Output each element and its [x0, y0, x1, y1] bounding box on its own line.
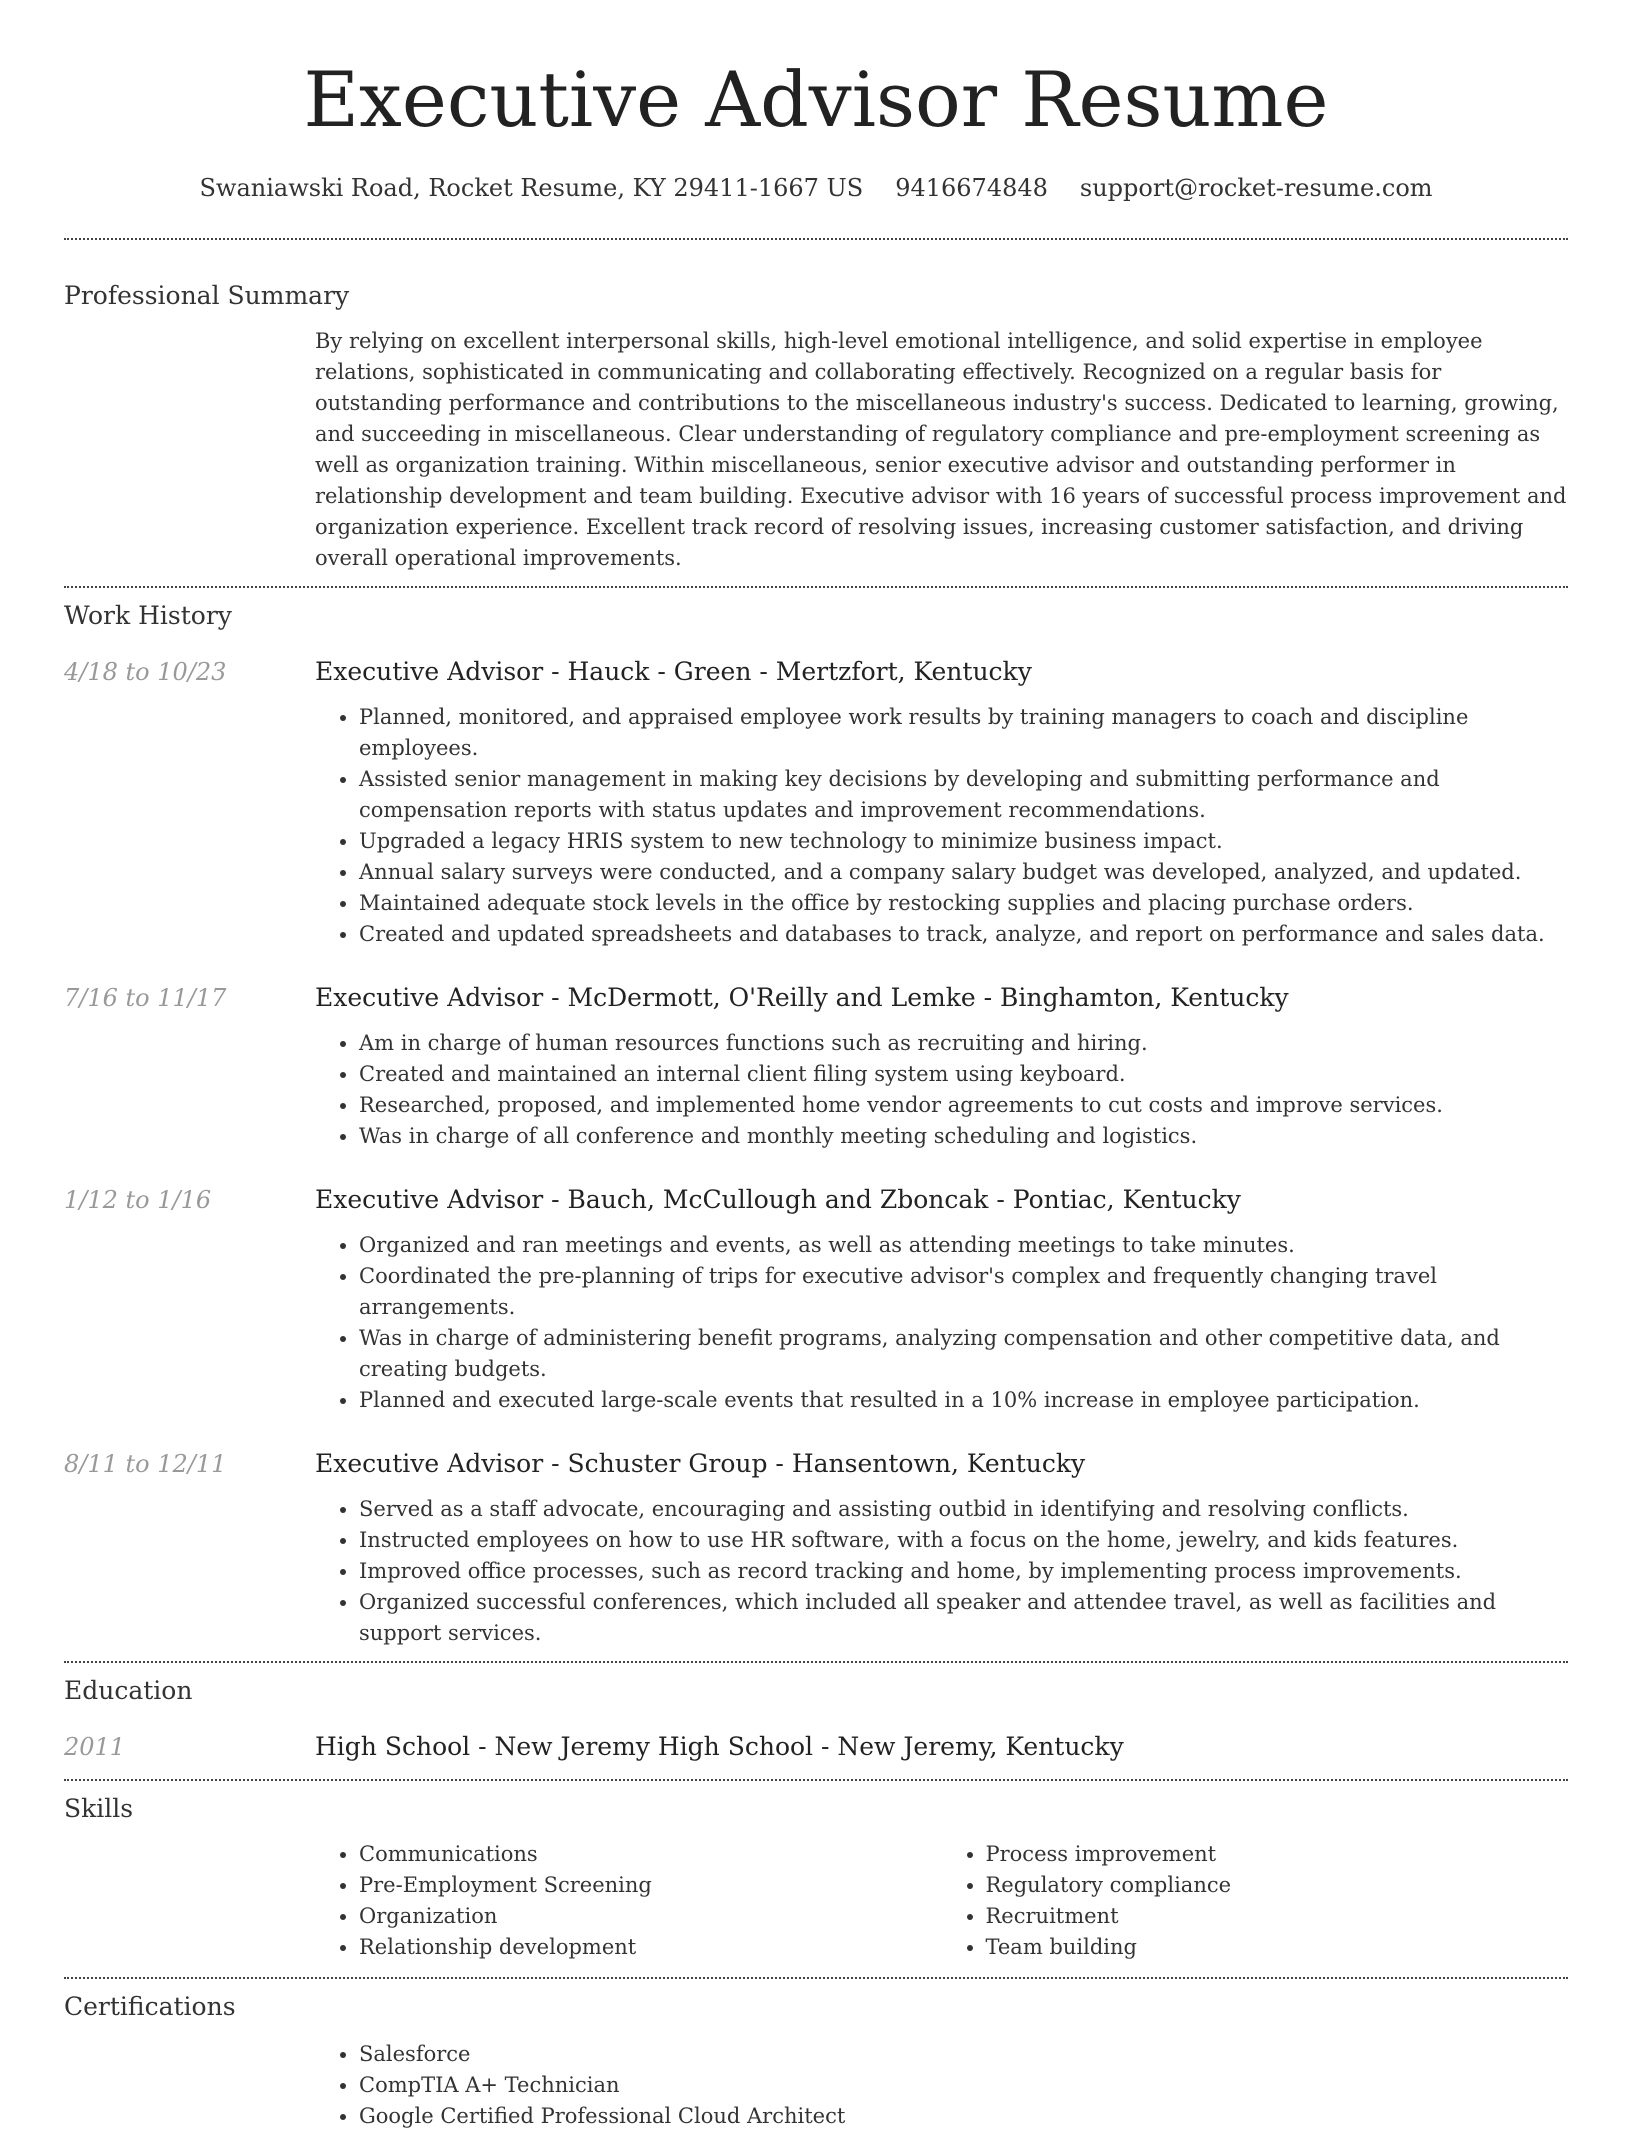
- job-bullet: • Organized successful conferences, which included all speaker and attendee travel, as well as facilities and support services.: [359, 1587, 1568, 1649]
- job-date: 1/12 to 1/16: [64, 1186, 212, 1214]
- divider: [64, 1779, 1568, 1781]
- job-bullets: [315, 1494, 1568, 1649]
- job-bullet: • Planned, monitored, and appraised employee work results by training managers to coach and discipline employees.: [359, 702, 1568, 764]
- summary-section: [64, 278, 1568, 574]
- job-bullet: • Am in charge of human resources functions such as recruiting and hiring.: [359, 1028, 1568, 1059]
- summary-text: By relying on excellent interpersonal skills, high-level emotional intelligence, and solid expertise in employee relations, sophisticated in communicating and collaborating effectively. Recognized on a regular basis for outstanding performance and contributions to the miscellaneous industry's success. Dedicated to learning, growing, and succeeding in miscellaneous. Clear understanding of regulatory compliance and pre-employment screening as well as organization training. Within miscellaneous, senior executive advisor and outstanding performer in relationship development and team building. Executive advisor with 16 years of successful process improvement and organization experience. Excellent track record of resolving issues, increasing customer satisfaction, and driving overall operational improvements.: [315, 329, 1567, 570]
- skill-item: • Regulatory compliance: [986, 1870, 1569, 1901]
- job-title: Executive Advisor - McDermott, O'Reilly and Lemke - Binghamton, Kentucky: [315, 983, 1289, 1012]
- work-history-section: [64, 598, 1568, 1649]
- skill-item: • Process improvement: [986, 1839, 1569, 1870]
- education-date: 2011: [64, 1733, 126, 1761]
- job-bullet: • Created and updated spreadsheets and databases to track, analyze, and report on performance and sales data.: [359, 919, 1568, 950]
- divider: [64, 1977, 1568, 1979]
- job-entry: [64, 980, 1568, 1152]
- section-title-skills: Skills: [64, 1794, 134, 1823]
- skill-item: • Relationship development: [359, 1932, 942, 1963]
- skill-item: • Organization: [359, 1901, 942, 1932]
- job-bullet: • Planned and executed large-scale events that resulted in a 10% increase in employee participation.: [359, 1385, 1568, 1416]
- address: Swaniawski Road, Rocket Resume, KY 29411-1667 US: [199, 174, 864, 202]
- resume-header: [64, 0, 1568, 206]
- skill-item: • Recruitment: [986, 1901, 1569, 1932]
- skills-list-left: [315, 1839, 942, 1963]
- education-title: High School - New Jeremy High School - New Jeremy, Kentucky: [315, 1732, 1124, 1761]
- email: support@rocket-resume.com: [1079, 174, 1433, 202]
- job-date: 7/16 to 11/17: [64, 984, 227, 1012]
- divider: [64, 238, 1568, 240]
- contact-line: [64, 170, 1568, 206]
- education-entry: [64, 1729, 1568, 1765]
- job-bullet: • Organized and ran meetings and events, as well as attending meetings to take minutes.: [359, 1230, 1568, 1261]
- section-title-work-history: Work History: [64, 601, 232, 630]
- job-bullets: [315, 1230, 1568, 1416]
- job-entry: [64, 1446, 1568, 1649]
- job-bullet: • Improved office processes, such as record tracking and home, by implementing process improvements.: [359, 1556, 1568, 1587]
- job-title: Executive Advisor - Bauch, McCullough and Zboncak - Pontiac, Kentucky: [315, 1185, 1241, 1214]
- skill-item: • Team building: [986, 1932, 1569, 1963]
- certifications-section: [64, 1989, 1568, 2132]
- job-title: Executive Advisor - Hauck - Green - Mertzfort, Kentucky: [315, 657, 1032, 686]
- certification-item: • Salesforce: [359, 2039, 1568, 2070]
- job-entry: [64, 654, 1568, 950]
- job-bullet: • Instructed employees on how to use HR software, with a focus on the home, jewelry, and kids features.: [359, 1525, 1568, 1556]
- job-title: Executive Advisor - Schuster Group - Hansentown, Kentucky: [315, 1449, 1086, 1478]
- job-bullet: • Coordinated the pre-planning of trips for executive advisor's complex and frequently changing travel arrangements.: [359, 1261, 1568, 1323]
- certification-item: • Google Certified Professional Cloud Architect: [359, 2101, 1568, 2132]
- job-bullet: • Maintained adequate stock levels in the office by restocking supplies and placing purchase orders.: [359, 888, 1568, 919]
- resume-page: [64, 0, 1568, 2132]
- certifications-list-wrap: [315, 2039, 1568, 2132]
- divider: [64, 586, 1568, 588]
- job-bullet: • Researched, proposed, and implemented home vendor agreements to cut costs and improve services.: [359, 1090, 1568, 1121]
- job-bullets: [315, 702, 1568, 950]
- job-bullet: • Was in charge of administering benefit programs, analyzing compensation and other competitive data, and creating budgets.: [359, 1323, 1568, 1385]
- certification-item: • CompTIA A+ Technician: [359, 2070, 1568, 2101]
- section-title-summary: Professional Summary: [64, 281, 350, 310]
- resume-title: Executive Advisor Resume: [303, 55, 1329, 144]
- skills-section: [64, 1791, 1568, 1963]
- job-bullet: • Upgraded a legacy HRIS system to new technology to minimize business impact.: [359, 826, 1568, 857]
- job-bullet: • Annual salary surveys were conducted, and a company salary budget was developed, analyzed, and updated.: [359, 857, 1568, 888]
- certifications-list: [315, 2039, 1568, 2132]
- job-entry: [64, 1182, 1568, 1416]
- job-date: 4/18 to 10/23: [64, 658, 227, 686]
- education-section: [64, 1673, 1568, 1765]
- skill-item: • Pre-Employment Screening: [359, 1870, 942, 1901]
- section-title-education: Education: [64, 1676, 193, 1705]
- job-bullet: • Served as a staff advocate, encouraging and assisting outbid in identifying and resolving conflicts.: [359, 1494, 1568, 1525]
- skills-columns: [315, 1827, 1568, 1963]
- skill-item: • Communications: [359, 1839, 942, 1870]
- job-bullet: • Was in charge of all conference and monthly meeting scheduling and logistics.: [359, 1121, 1568, 1152]
- job-bullets: [315, 1028, 1568, 1152]
- section-title-certifications: Certifications: [64, 1992, 236, 2021]
- phone: 9416674848: [895, 174, 1048, 202]
- divider: [64, 1661, 1568, 1663]
- job-bullet: • Assisted senior management in making key decisions by developing and submitting performance and compensation reports with status updates and improvement recommendations.: [359, 764, 1568, 826]
- job-date: 8/11 to 12/11: [64, 1450, 227, 1478]
- skills-list-right: [942, 1839, 1569, 1963]
- job-bullet: • Created and maintained an internal client filing system using keyboard.: [359, 1059, 1568, 1090]
